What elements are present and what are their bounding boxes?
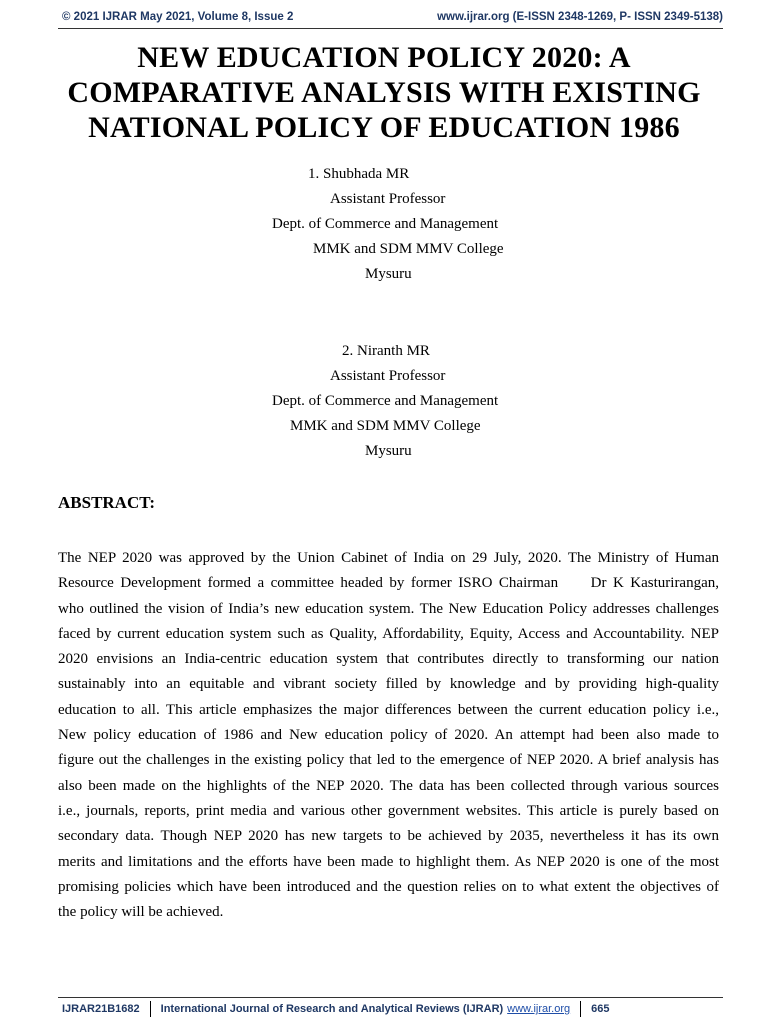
header-divider	[58, 28, 723, 29]
footer-divider	[58, 997, 723, 998]
paper-title	[40, 40, 728, 145]
abstract-line: The NEP 2020 was approved by the Union Cabinet of India on 29 July, 2020. The Ministry of Human	[58, 550, 719, 566]
footer-journal-link[interactable]: www.ijrar.org	[507, 1003, 571, 1015]
running-footer	[62, 999, 610, 1019]
author-2-city: Mysuru	[365, 443, 412, 459]
author-1-college: MMK and SDM MMV College	[313, 241, 504, 257]
header-issue-info: © 2021 IJRAR May 2021, Volume 8, Issue 2	[62, 11, 294, 23]
abstract-line: sustainably into an equitable and vibrant society filled by knowledge and by providing high-quality	[58, 676, 719, 693]
footer-page-number: 665	[591, 1003, 610, 1015]
abstract-line: i.e., journals, reports, print media and various other government websites. This article is purely based on	[58, 802, 719, 819]
running-header	[62, 6, 723, 28]
abstract-line: who outlined the vision of India’s new education system. The New Education Policy addresses challenges	[58, 600, 719, 617]
author-2-department: Dept. of Commerce and Management	[272, 393, 499, 409]
abstract-line: New policy education of 1986 and New education policy of 2020. An attempt had been also made to	[58, 727, 719, 744]
author-1-name: 1. Shubhada MR	[308, 166, 410, 182]
abstract-line: faced by current education system such as Quality, Affordability, Equity, Access and Accountability. NEP	[58, 625, 719, 642]
footer-journal-name: International Journal of Research and Analytical Reviews (IJRAR)	[160, 1003, 504, 1015]
abstract-line: merits and limitations and the efforts have been made to highlight them. As NEP 2020 is one of the most	[58, 853, 719, 870]
author-2-college: MMK and SDM MMV College	[290, 418, 481, 434]
abstract-line: Resource Development formed a committee headed by former ISRO Chairman Dr K Kasturirangan,	[58, 575, 719, 592]
author-2-name: 2. Niranth MR	[342, 343, 430, 359]
abstract-line: promising policies which have been introduced and the question relies on to what extent the objectives of	[58, 878, 719, 895]
abstract-line: also been made on the highlights of the NEP 2020. The data has been collected through various sources	[58, 777, 719, 794]
header-issn-info: www.ijrar.org (E-ISSN 2348-1269, P- ISSN 2349-5138)	[437, 11, 723, 23]
abstract-line: secondary data. Though NEP 2020 has new targets to be achieved by 2035, nevertheless it has its own	[58, 828, 719, 845]
footer-separator	[150, 1001, 151, 1017]
title-line: NATIONAL POLICY OF EDUCATION 1986	[88, 111, 680, 144]
abstract-line: education to all. This article emphasizes the major differences between the current education policy i.e.,	[58, 701, 719, 718]
author-1-department: Dept. of Commerce and Management	[272, 216, 499, 232]
title-line: NEW EDUCATION POLICY 2020: A	[137, 41, 631, 74]
abstract-line: figure out the challenges in the existing policy that led to the emergence of NEP 2020. A brief analysis has	[58, 752, 719, 769]
abstract-body	[58, 546, 719, 925]
abstract-line: the policy will be achieved.	[58, 904, 224, 921]
abstract-line: 2020 envisions an India-centric education system that contributes directly to transforming our nation	[58, 651, 719, 668]
title-line: COMPARATIVE ANALYSIS WITH EXISTING	[67, 76, 701, 109]
author-1-city: Mysuru	[365, 266, 412, 282]
author-1-designation: Assistant Professor	[330, 191, 446, 207]
abstract-heading: ABSTRACT:	[58, 493, 155, 512]
footer-separator	[580, 1001, 581, 1017]
footer-paper-id: IJRAR21B1682	[62, 1003, 140, 1015]
author-2-designation: Assistant Professor	[330, 368, 446, 384]
